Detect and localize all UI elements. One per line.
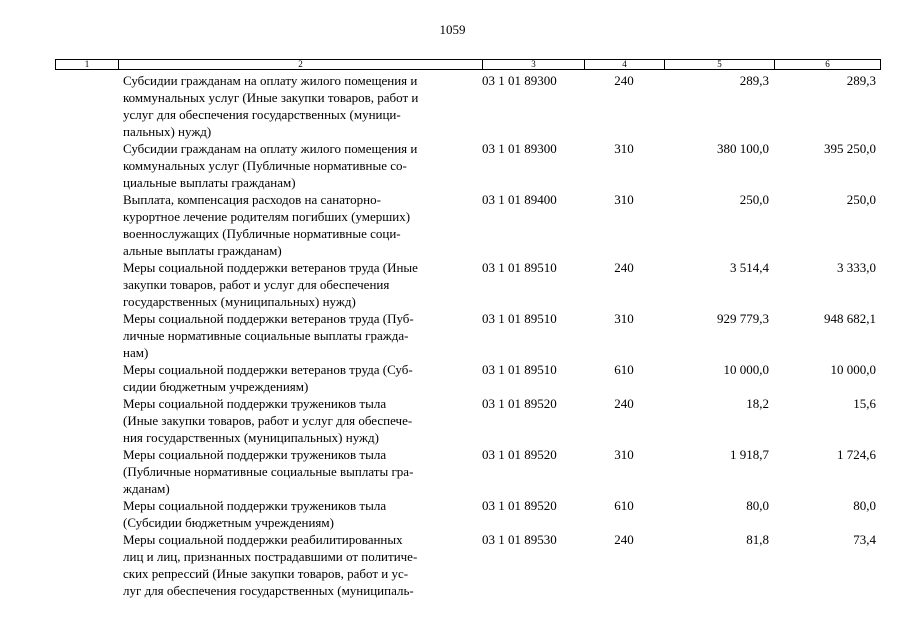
row-description — [118, 72, 482, 140]
row-value-col6: 3 333,0 — [837, 260, 876, 275]
description-line: Меры социальной поддержки ветеранов труда (Пуб- — [123, 311, 414, 326]
description-line: лиц и лиц, признанных пострадавшими от политиче- — [123, 549, 418, 564]
description-line: (Субсидии бюджетным учреждениям) — [123, 515, 334, 530]
row-expense-type: 610 — [614, 362, 634, 377]
row-code: 03 1 01 89530 — [482, 532, 557, 547]
description-line: ских репрессий (Иные закупки товаров, работ и ус- — [123, 566, 409, 581]
row-value-col5: 81,8 — [746, 532, 769, 547]
table-row — [55, 310, 881, 361]
description-line: Меры социальной поддержки тружеников тыла — [123, 396, 387, 411]
row-number-cell — [55, 310, 118, 361]
table-row — [55, 140, 881, 191]
row-value-col6: 948 682,1 — [824, 311, 876, 326]
row-number-cell — [55, 531, 118, 599]
row-expense-type: 240 — [614, 73, 634, 88]
header-col-2: 2 — [119, 60, 483, 69]
row-value-col5: 3 514,4 — [730, 260, 769, 275]
row-number-cell — [55, 497, 118, 531]
table-row — [55, 191, 881, 259]
row-expense-type: 310 — [614, 447, 634, 462]
description-line: коммунальных услуг (Публичные нормативные со- — [123, 158, 407, 173]
description-line: пальных) нужд) — [123, 124, 212, 139]
row-description — [118, 446, 482, 497]
row-value-col5: 250,0 — [739, 192, 769, 207]
row-code: 03 1 01 89510 — [482, 260, 557, 275]
description-line: Меры социальной поддержки ветеранов труда (Иные — [123, 260, 418, 275]
description-line: нам) — [123, 345, 149, 360]
description-line: курортное лечение родителям погибших (умерших) — [123, 209, 411, 224]
table-row — [55, 259, 881, 310]
row-expense-type: 240 — [614, 396, 634, 411]
row-number-cell — [55, 72, 118, 140]
row-code: 03 1 01 89510 — [482, 362, 557, 377]
row-expense-type: 310 — [614, 192, 634, 207]
description-line: (Иные закупки товаров, работ и услуг для обеспече- — [123, 413, 413, 428]
description-line: Выплата, компенсация расходов на санаторно- — [123, 192, 381, 207]
row-value-col6: 73,4 — [853, 532, 876, 547]
row-number-cell — [55, 395, 118, 446]
description-line: Субсидии гражданам на оплату жилого помещения и — [123, 141, 418, 156]
description-line: жданам) — [123, 481, 170, 496]
row-number-cell — [55, 446, 118, 497]
description-line: государственных (муниципальных) нужд) — [123, 294, 356, 309]
description-line: сидии бюджетным учреждениям) — [123, 379, 309, 394]
row-description — [118, 140, 482, 191]
table-body — [55, 72, 881, 599]
row-code: 03 1 01 89510 — [482, 311, 557, 326]
row-value-col6: 15,6 — [853, 396, 876, 411]
row-description — [118, 531, 482, 599]
description-line: Меры социальной поддержки реабилитированных — [123, 532, 403, 547]
table-row — [55, 446, 881, 497]
row-description — [118, 259, 482, 310]
row-code: 03 1 01 89300 — [482, 73, 557, 88]
row-expense-type: 610 — [614, 498, 634, 513]
row-value-col5: 289,3 — [739, 73, 769, 88]
table-row — [55, 72, 881, 140]
row-value-col5: 929 779,3 — [717, 311, 769, 326]
row-value-col6: 395 250,0 — [824, 141, 876, 156]
row-description — [118, 191, 482, 259]
row-number-cell — [55, 361, 118, 395]
row-number-cell — [55, 259, 118, 310]
row-code: 03 1 01 89520 — [482, 447, 557, 462]
table-row — [55, 361, 881, 395]
description-line: коммунальных услуг (Иные закупки товаров, работ и — [123, 90, 419, 105]
description-line: альные выплаты гражданам) — [123, 243, 282, 258]
description-line: Субсидии гражданам на оплату жилого помещения и — [123, 73, 418, 88]
description-line: Меры социальной поддержки тружеников тыла — [123, 498, 387, 513]
row-expense-type: 310 — [614, 141, 634, 156]
description-line: личные нормативные социальные выплаты гражда- — [123, 328, 409, 343]
header-col-5: 5 — [665, 60, 775, 69]
description-line: луг для обеспечения государственных (муниципаль- — [123, 583, 414, 598]
description-line: ния государственных (муниципальных) нужд) — [123, 430, 379, 445]
row-description — [118, 361, 482, 395]
row-code: 03 1 01 89400 — [482, 192, 557, 207]
row-description — [118, 497, 482, 531]
row-value-col5: 380 100,0 — [717, 141, 769, 156]
description-line: закупки товаров, работ и услуг для обеспечения — [123, 277, 390, 292]
header-col-4: 4 — [585, 60, 665, 69]
row-value-col5: 18,2 — [746, 396, 769, 411]
page-number: 1059 — [439, 22, 466, 37]
row-description — [118, 395, 482, 446]
header-col-3: 3 — [483, 60, 585, 69]
header-col-1: 1 — [56, 60, 119, 69]
row-code: 03 1 01 89520 — [482, 396, 557, 411]
row-number-cell — [55, 140, 118, 191]
header-col-6: 6 — [825, 59, 830, 69]
table-row — [55, 497, 881, 531]
row-value-col5: 1 918,7 — [730, 447, 769, 462]
row-expense-type: 240 — [614, 260, 634, 275]
row-number-cell — [55, 191, 118, 259]
row-value-col6: 250,0 — [846, 192, 876, 207]
description-line: (Публичные нормативные социальные выплаты гра- — [123, 464, 414, 479]
description-line: Меры социальной поддержки ветеранов труда (Суб- — [123, 362, 413, 377]
row-value-col6: 289,3 — [846, 73, 876, 88]
table-row — [55, 395, 881, 446]
row-value-col6: 10 000,0 — [830, 362, 876, 377]
description-line: циальные выплаты гражданам) — [123, 175, 296, 190]
description-line: военнослужащих (Публичные нормативные соци- — [123, 226, 401, 241]
description-line: услуг для обеспечения государственных (муници- — [123, 107, 401, 122]
row-expense-type: 240 — [614, 532, 634, 547]
table-header — [55, 59, 881, 70]
row-value-col5: 80,0 — [746, 498, 769, 513]
table-row — [55, 531, 881, 599]
description-line: Меры социальной поддержки тружеников тыла — [123, 447, 387, 462]
row-value-col5: 10 000,0 — [723, 362, 769, 377]
row-value-col6: 1 724,6 — [837, 447, 876, 462]
row-value-col6: 80,0 — [853, 498, 876, 513]
row-code: 03 1 01 89300 — [482, 141, 557, 156]
row-expense-type: 310 — [614, 311, 634, 326]
row-description — [118, 310, 482, 361]
row-code: 03 1 01 89520 — [482, 498, 557, 513]
